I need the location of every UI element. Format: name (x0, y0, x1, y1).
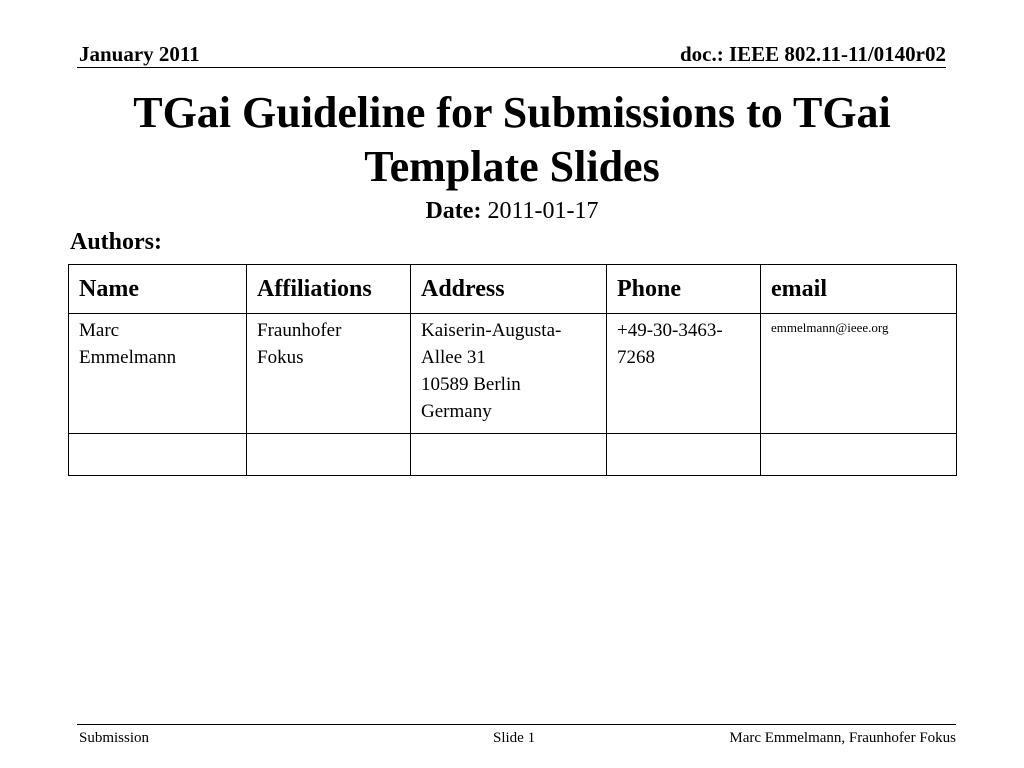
slide-title-line-1: TGai Guideline for Submissions to TGai (133, 88, 891, 137)
cell-phone (607, 314, 761, 434)
name-line: Marc (79, 320, 120, 341)
phone-line: 7268 (617, 347, 655, 368)
address-line: Germany (421, 401, 492, 422)
cell-empty (69, 434, 247, 476)
address-line: Allee 31 (421, 347, 486, 368)
header-name: Name (69, 265, 247, 314)
cell-empty (607, 434, 761, 476)
authors-table (68, 264, 957, 476)
header-date: January 2011 (79, 42, 200, 66)
cell-name (69, 314, 247, 434)
address-line: 10589 Berlin (421, 374, 521, 395)
header-divider (77, 67, 946, 68)
cell-affiliation (247, 314, 411, 434)
phone-line: +49-30-3463- (617, 320, 723, 341)
slide-title-line-2: Template Slides (364, 142, 660, 191)
cell-empty (411, 434, 607, 476)
table-row-empty (69, 434, 957, 476)
email-text: emmelmann@ieee.org (771, 320, 889, 335)
authors-label: Authors: (70, 229, 163, 255)
header-email: email (761, 265, 957, 314)
cell-email (761, 314, 957, 434)
footer-divider (77, 724, 956, 725)
affiliation-line: Fokus (257, 347, 304, 368)
address-line: Kaiserin-Augusta- (421, 320, 562, 341)
footer-author: Marc Emmelmann, Fraunhofer Fokus (729, 730, 956, 746)
table-header-row (69, 265, 957, 314)
slide-date (0, 196, 1024, 226)
date-value: 2011-01-17 (487, 198, 599, 224)
slide-title (0, 86, 1024, 194)
name-line: Emmelmann (79, 347, 177, 368)
affiliation-line: Fraunhofer (257, 320, 342, 341)
date-label: Date: (425, 198, 482, 224)
table-row (69, 314, 957, 434)
cell-empty (761, 434, 957, 476)
header-phone: Phone (607, 265, 761, 314)
header-doc-id: doc.: IEEE 802.11-11/0140r02 (679, 42, 946, 66)
cell-address (411, 314, 607, 434)
footer-slide-number: Slide 1 (493, 730, 536, 746)
cell-empty (247, 434, 411, 476)
footer-left: Submission (79, 730, 150, 746)
header-affiliations: Affiliations (247, 265, 411, 314)
header-address: Address (411, 265, 607, 314)
